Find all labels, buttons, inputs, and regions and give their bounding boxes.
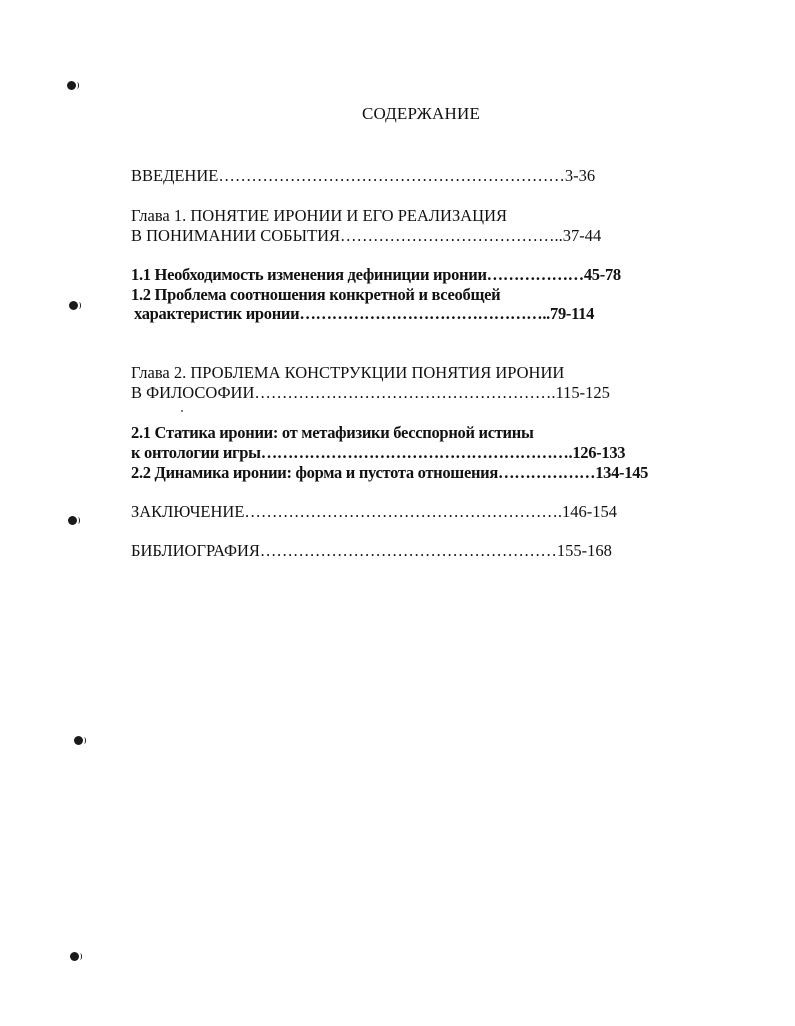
- toc-section-2-1-line-2: к онтологии игры………………………………………………….126-133: [131, 443, 626, 462]
- toc-section-1-2-line-1: 1.2 Проблема соотношения конкретной и всеобщей: [131, 285, 501, 304]
- toc-chapter-2-title-line-2: В ФИЛОСОФИИ……………………………………………….115-125: [131, 383, 610, 402]
- punch-hole-mark: [70, 952, 79, 961]
- page-title: СОДЕРЖАНИЕ: [361, 104, 481, 123]
- toc-section-1-2-line-2: характеристик иронии………………………………………..79-114: [134, 304, 595, 323]
- toc-chapter-2-title-line-1: Глава 2. ПРОБЛЕМА КОНСТРУКЦИИ ПОНЯТИЯ ИРОНИИ: [131, 363, 565, 382]
- punch-hole-mark: [69, 301, 78, 310]
- toc-entry-conclusion: ЗАКЛЮЧЕНИЕ………………………………………………….146-154: [131, 502, 618, 521]
- toc-section-1-1: 1.1 Необходимость изменения дефиниции иронии………………45-78: [131, 265, 621, 284]
- punch-hole-mark: [68, 516, 77, 525]
- punch-hole-mark: [74, 736, 83, 745]
- toc-section-2-2: 2.2 Динамика иронии: форма и пустота отношения………………134-145: [131, 463, 649, 482]
- scan-speck: [181, 410, 183, 412]
- toc-chapter-1-title-line-2: В ПОНИМАНИИ СОБЫТИЯ…………………………………..37-44: [131, 226, 602, 245]
- toc-chapter-1-title-line-1: Глава 1. ПОНЯТИЕ ИРОНИИ И ЕГО РЕАЛИЗАЦИЯ: [131, 206, 507, 225]
- toc-entry-introduction: ВВЕДЕНИЕ………………………………………………………3-36: [131, 166, 596, 185]
- toc-section-2-1-line-1: 2.1 Статика иронии: от метафизики бесспорной истины: [131, 423, 534, 442]
- punch-hole-mark: [67, 81, 76, 90]
- toc-entry-bibliography: БИБЛИОГРАФИЯ………………………………………………155-168: [131, 541, 612, 560]
